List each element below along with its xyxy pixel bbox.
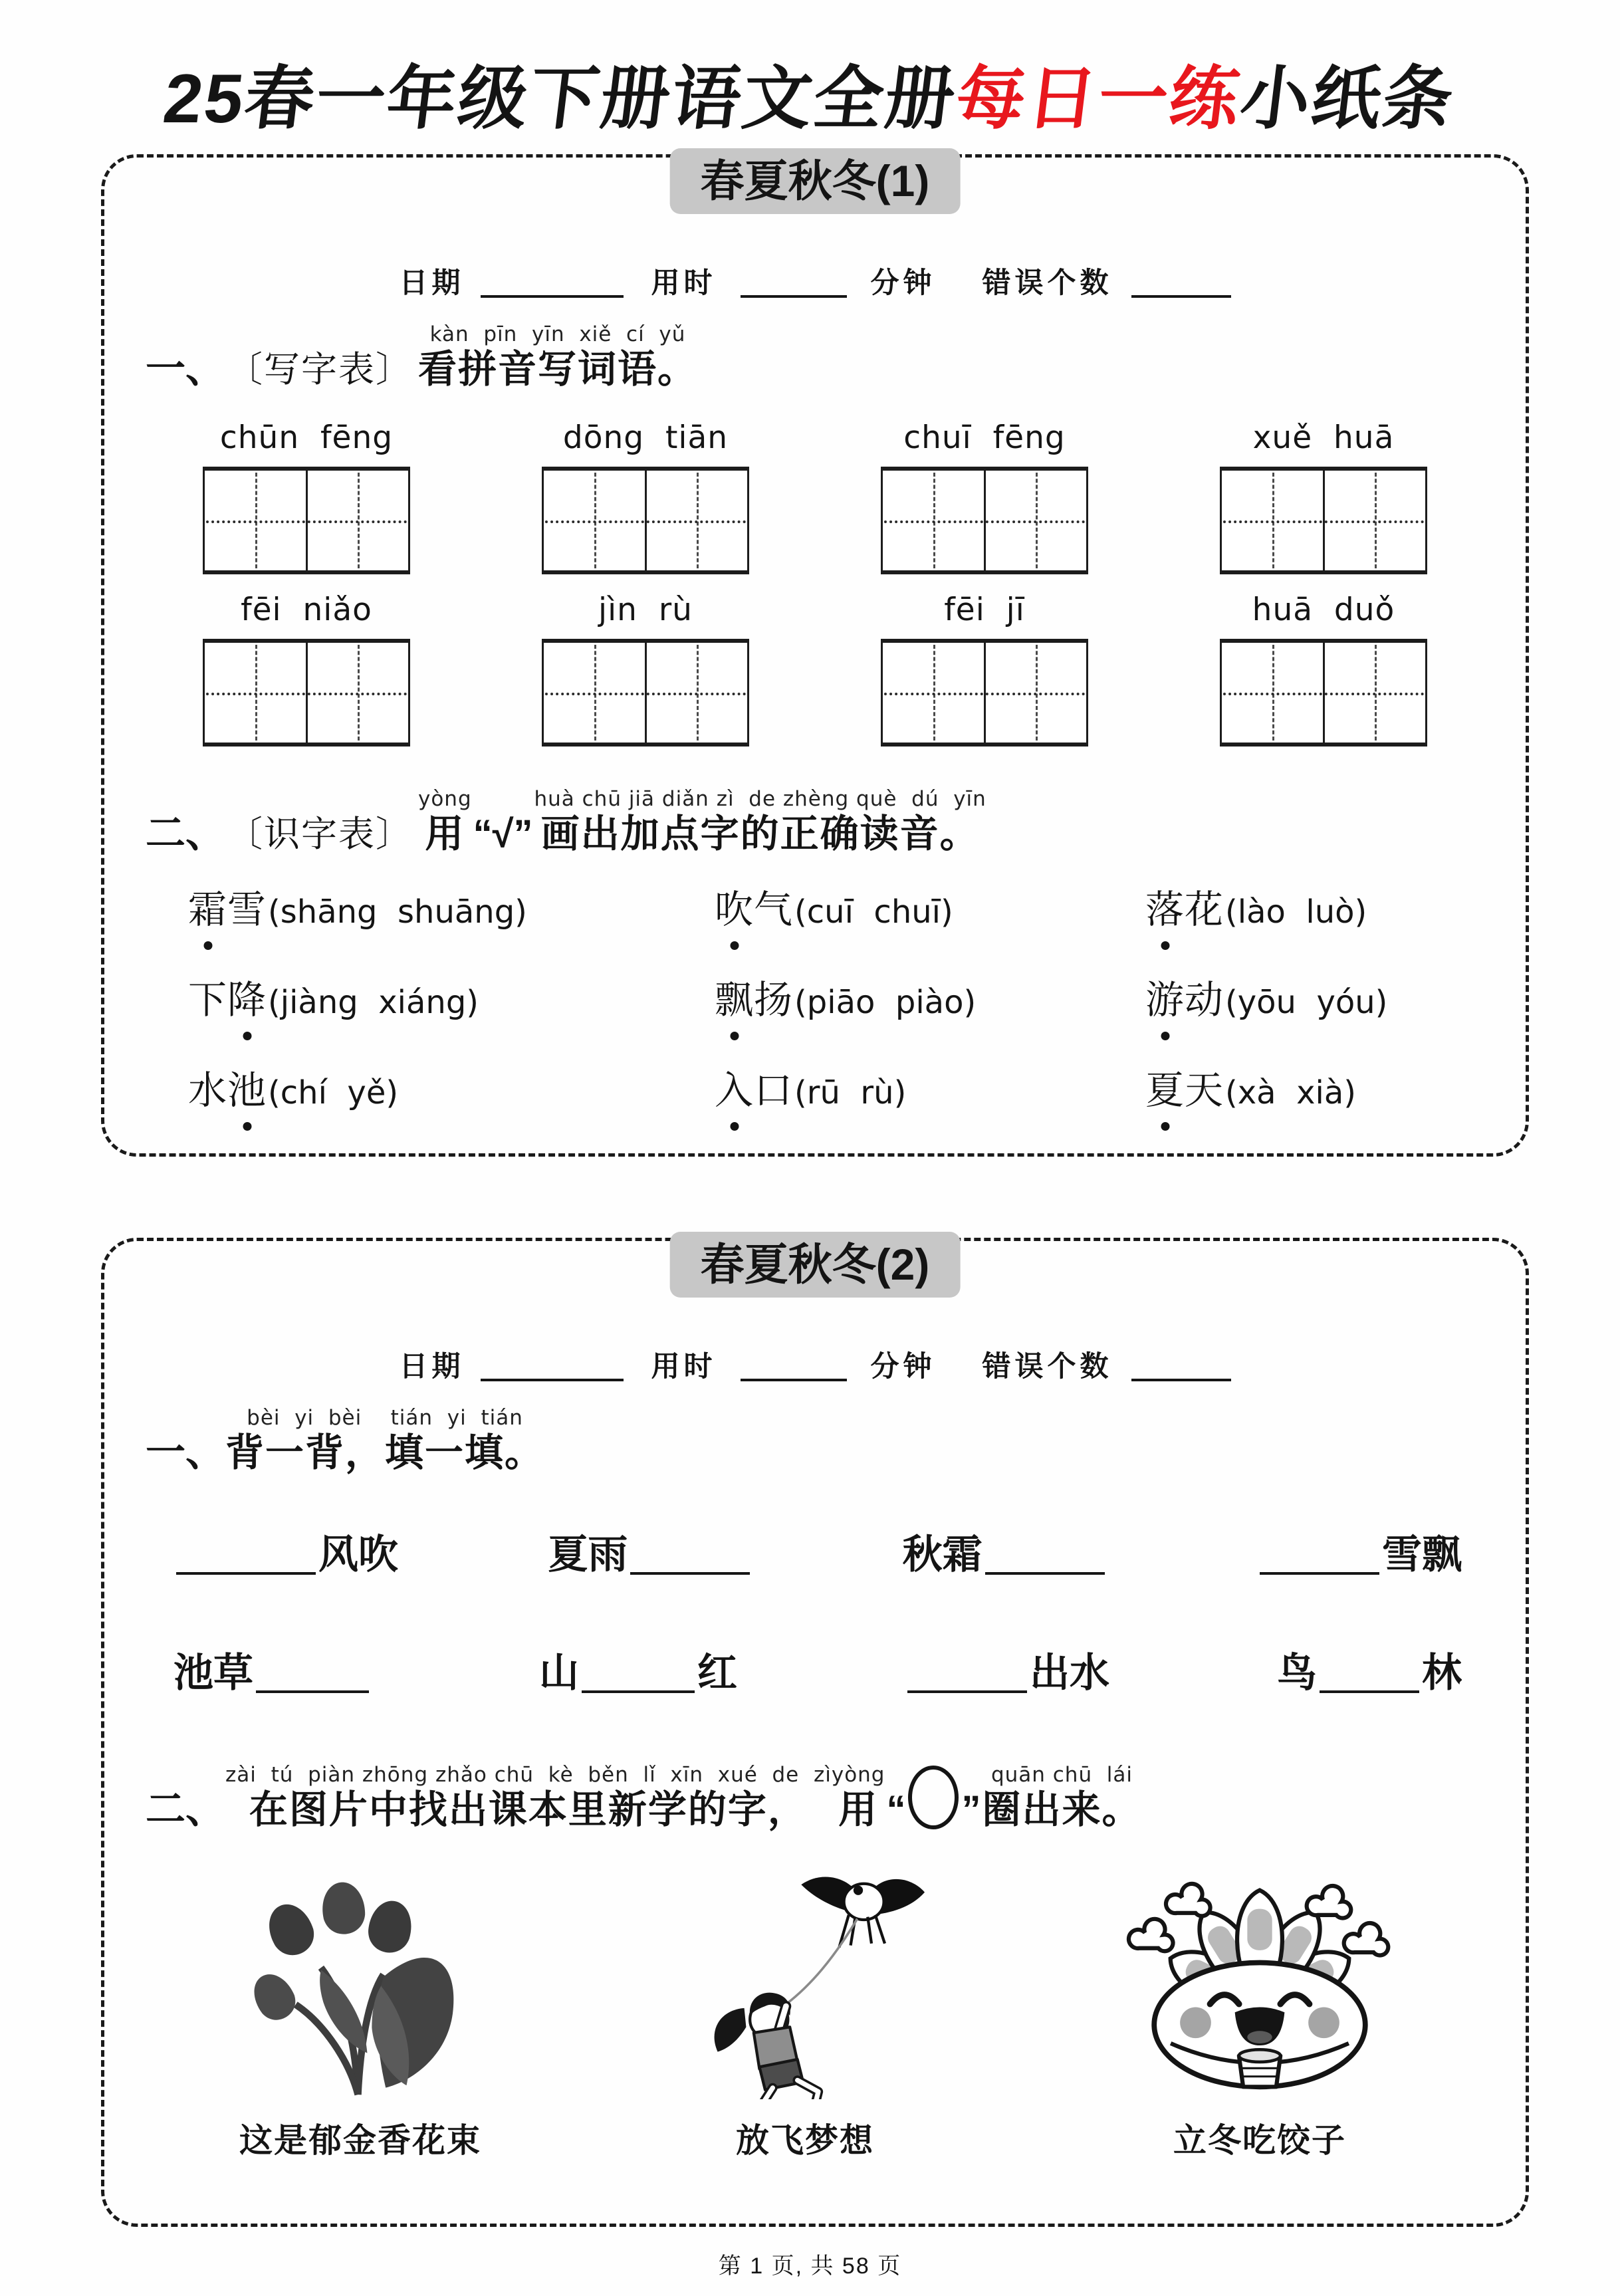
word-char: 动 <box>1185 978 1224 1022</box>
writing-grid[interactable] <box>1220 639 1427 746</box>
pinyin-options[interactable]: (rū rù) <box>794 1074 907 1111</box>
question-text: 在图片中找出课本里新学的字， <box>249 1788 808 1831</box>
fill-word: 出水 <box>1030 1651 1109 1695</box>
minutes-label: 分钟 <box>870 267 936 299</box>
word-char: 雪 <box>227 888 267 931</box>
writing-grid-row-1 <box>104 419 1526 574</box>
title-part-1: 25春一年级下册语文全册 <box>159 60 961 138</box>
fill-group <box>902 1532 1107 1577</box>
meta-row <box>104 1353 1526 1381</box>
section-badge: 春夏秋冬(1) <box>670 148 961 214</box>
time-label: 用时 <box>651 1351 717 1383</box>
dotted-char: 池 <box>227 1069 267 1112</box>
question-text: 用 <box>425 812 465 856</box>
date-label: 日期 <box>399 267 465 299</box>
pronunciation-choice[interactable] <box>715 1069 1145 1112</box>
pronunciation-choice[interactable] <box>1145 1069 1492 1112</box>
word-char: 气 <box>754 888 794 931</box>
write-word-column <box>1220 419 1427 574</box>
fill-blank[interactable] <box>907 1686 1027 1693</box>
pinyin-options[interactable]: (xà xià) <box>1225 1074 1356 1111</box>
ruby-text <box>418 324 697 389</box>
write-word-column <box>203 419 410 574</box>
page-title <box>0 43 1620 142</box>
word-char: 花 <box>1185 888 1224 931</box>
fill-line-1 <box>174 1532 1462 1577</box>
time-label: 用时 <box>651 267 717 299</box>
pinyin-options[interactable]: (shāng shuāng) <box>268 893 527 931</box>
pinyin-options[interactable]: (chí yě) <box>268 1074 399 1111</box>
fill-blank[interactable] <box>176 1568 316 1575</box>
word-char: 天 <box>1185 1069 1224 1112</box>
grid-midline <box>884 520 1085 523</box>
fill-word: 夏雨 <box>548 1532 628 1577</box>
open-quote: “ <box>886 1788 906 1831</box>
fill-word: 风吹 <box>318 1532 398 1577</box>
question-source-tag: 〔识字表〕 <box>227 814 413 854</box>
pinyin-annotation: yòng <box>418 787 472 811</box>
dumpling-illustration <box>1094 1880 1426 2099</box>
question-number: 二、 <box>146 1787 225 1831</box>
pinyin-label: jìn rù <box>598 592 693 628</box>
word-char: 下 <box>188 978 228 1022</box>
pronunciation-choice[interactable] <box>1145 978 1492 1022</box>
figure-caption: 立冬吃饺子 <box>1173 2122 1346 2159</box>
question-text: 圈出来。 <box>982 1788 1142 1831</box>
fill-blank[interactable] <box>1320 1686 1419 1693</box>
ruby-text <box>534 789 986 854</box>
time-blank[interactable] <box>741 1375 847 1381</box>
section-card-1 <box>101 154 1529 1157</box>
errors-blank[interactable] <box>1131 1375 1231 1381</box>
dotted-char: 降 <box>227 978 267 1022</box>
pronunciation-choice[interactable] <box>1145 888 1492 931</box>
section-badge: 春夏秋冬(2) <box>670 1232 961 1298</box>
dotted-char: 夏 <box>1145 1069 1185 1112</box>
dotted-char: 飘 <box>715 978 754 1022</box>
writing-grid[interactable] <box>203 467 410 574</box>
question-number: 二、 <box>146 811 225 856</box>
fill-group <box>905 1653 1109 1693</box>
question-number: 一、 <box>146 1430 225 1474</box>
fill-group <box>1277 1653 1462 1693</box>
fill-word: 雪飘 <box>1381 1532 1462 1577</box>
grid-midline <box>206 693 407 695</box>
fill-blank[interactable] <box>630 1568 750 1575</box>
pronunciation-choice[interactable] <box>188 978 715 1022</box>
ruby-text <box>418 789 472 854</box>
kite-flying-illustration <box>662 1860 948 2099</box>
date-blank[interactable] <box>481 1375 624 1381</box>
question-2-heading <box>146 1765 1526 1829</box>
dotted-char: 入 <box>715 1069 754 1112</box>
write-word-column <box>542 592 749 746</box>
fill-group <box>539 1653 737 1693</box>
pinyin-options[interactable]: (cuī chuī) <box>794 893 953 931</box>
word-char: 口 <box>754 1069 794 1112</box>
word-char: 扬 <box>754 978 794 1022</box>
checkmark-glyph: “√” <box>473 812 533 856</box>
pronunciation-choice[interactable] <box>715 978 1145 1022</box>
pinyin-label: fēi jī <box>944 592 1025 628</box>
question-text: 看拼音写词语。 <box>418 348 698 391</box>
pinyin-label: chūn fēng <box>219 419 394 456</box>
pinyin-label: dōng tiān <box>562 419 729 456</box>
question-text: 背一背，填一填。 <box>225 1431 545 1474</box>
figure-tulip <box>204 1880 517 2162</box>
date-label: 日期 <box>399 1351 465 1383</box>
pinyin-label: chuī fēng <box>903 419 1066 456</box>
grid-midline <box>206 520 407 523</box>
errors-label: 错误个数 <box>982 1351 1113 1383</box>
fill-line-2 <box>174 1653 1462 1693</box>
page-number: 第 1 页, 共 58 页 <box>718 2253 902 2279</box>
dotted-char: 游 <box>1145 978 1185 1022</box>
pinyin-annotation: huà chū jiā diǎn zì de zhèng què dú yīn <box>534 787 986 811</box>
question-text: 画出加点字的正确读音。 <box>540 812 980 856</box>
ruby-text <box>225 1765 832 1829</box>
fill-group <box>548 1532 752 1577</box>
question-1-heading <box>146 324 1526 389</box>
fill-word: 山 <box>539 1651 579 1695</box>
write-word-column <box>881 419 1088 574</box>
writing-grid[interactable] <box>542 639 749 746</box>
writing-grid[interactable] <box>542 467 749 574</box>
pinyin-options[interactable]: (lào luò) <box>1225 893 1367 931</box>
write-word-column <box>1220 592 1427 746</box>
question-source-tag: 〔写字表〕 <box>227 350 413 390</box>
figure-kite-girl <box>662 1860 948 2162</box>
meta-row <box>104 269 1526 298</box>
section-card-2 <box>101 1238 1529 2227</box>
pinyin-annotation: yòng <box>831 1763 885 1787</box>
fill-blank[interactable] <box>256 1686 369 1693</box>
minutes-label: 分钟 <box>870 1351 936 1383</box>
fill-group <box>1257 1532 1462 1577</box>
writing-grid[interactable] <box>881 639 1088 746</box>
fill-word: 鸟 <box>1277 1651 1317 1695</box>
writing-grid[interactable] <box>1220 467 1427 574</box>
grid-midline <box>545 520 746 523</box>
fill-blank[interactable] <box>985 1568 1105 1575</box>
writing-grid[interactable] <box>203 639 410 746</box>
figure-caption: 这是郁金香花束 <box>239 2122 481 2159</box>
fill-word: 池草 <box>174 1651 253 1695</box>
writing-grid-row-2 <box>104 592 1526 746</box>
ruby-text <box>982 1765 1141 1829</box>
tulip-illustration <box>204 1880 517 2099</box>
pinyin-annotation: quān chū lái <box>990 1763 1133 1787</box>
circle-glyph <box>908 1766 959 1829</box>
write-word-column <box>203 592 410 746</box>
pinyin-options[interactable]: (jiàng xiáng) <box>268 984 479 1021</box>
grid-midline <box>1223 520 1424 523</box>
pinyin-annotation: kàn pīn yīn xiě cí yǔ <box>429 322 686 346</box>
question-1-heading <box>146 1408 1526 1472</box>
pinyin-label: huā duǒ <box>1252 592 1395 628</box>
fill-word: 秋霜 <box>902 1532 983 1577</box>
grid-midline <box>545 693 746 695</box>
time-blank[interactable] <box>741 291 847 298</box>
errors-blank[interactable] <box>1131 291 1231 298</box>
fill-blank[interactable] <box>582 1686 695 1693</box>
figure-caption: 放飞梦想 <box>736 2122 874 2159</box>
title-part-2: 小纸条 <box>1236 60 1459 138</box>
ruby-text <box>832 1765 885 1829</box>
dotted-char: 霜 <box>188 888 228 931</box>
pinyin-annotation: zài tú piàn zhōng zhǎo chū kè běn lǐ xīn xué de zì <box>225 1763 832 1787</box>
pronunciation-items-grid <box>188 888 1492 1112</box>
pinyin-annotation: bèi yi bèi tián yi tián <box>247 1406 523 1430</box>
writing-grid[interactable] <box>881 467 1088 574</box>
dotted-char: 落 <box>1145 888 1185 931</box>
pronunciation-choice[interactable] <box>188 888 715 931</box>
ruby-text <box>225 1408 544 1472</box>
pinyin-label: xuě huā <box>1252 419 1395 456</box>
write-word-column <box>542 419 749 574</box>
dotted-char: 吹 <box>715 888 754 931</box>
pinyin-options[interactable]: (yōu yóu) <box>1225 984 1388 1021</box>
title-highlight: 每日一练 <box>951 60 1246 138</box>
pronunciation-choice[interactable] <box>188 1069 715 1112</box>
pinyin-label: fēi niǎo <box>241 592 372 628</box>
grid-midline <box>1223 693 1424 695</box>
fill-word: 林 <box>1422 1651 1462 1695</box>
write-word-column <box>881 592 1088 746</box>
question-text: 用 <box>838 1788 879 1831</box>
word-char: 水 <box>188 1069 228 1112</box>
date-blank[interactable] <box>481 291 624 298</box>
fill-blank[interactable] <box>1260 1568 1379 1575</box>
fill-group <box>174 1653 372 1693</box>
picture-row <box>104 1860 1526 2162</box>
fill-word: 红 <box>697 1651 737 1695</box>
grid-midline <box>884 693 1085 695</box>
figure-dumpling <box>1094 1880 1426 2162</box>
errors-label: 错误个数 <box>982 267 1113 299</box>
pronunciation-choice[interactable] <box>715 888 1145 931</box>
pinyin-options[interactable]: (piāo piào) <box>794 984 977 1021</box>
question-2-heading <box>146 789 1526 854</box>
close-quote: ” <box>961 1788 981 1831</box>
fill-group <box>174 1532 398 1577</box>
question-number: 一、 <box>146 346 225 391</box>
